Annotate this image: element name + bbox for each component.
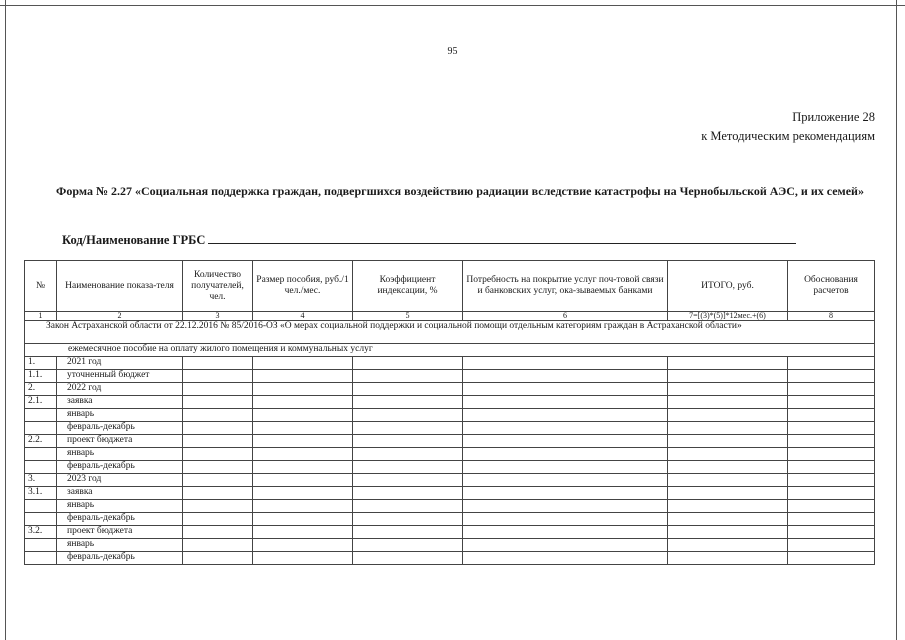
empty-cell xyxy=(353,487,463,500)
column-number: 1 xyxy=(25,312,57,321)
empty-cell xyxy=(253,487,353,500)
empty-cell xyxy=(463,513,668,526)
empty-cell xyxy=(668,396,788,409)
appendix-block xyxy=(701,108,875,146)
header-cell: Обоснования расчетов xyxy=(788,261,875,312)
empty-cell xyxy=(183,513,253,526)
header-cell: Наименование показа-теля xyxy=(57,261,183,312)
empty-cell xyxy=(253,422,353,435)
table-row xyxy=(25,539,875,552)
row-number xyxy=(25,409,57,422)
row-name: 2021 год xyxy=(57,357,183,370)
empty-cell xyxy=(353,422,463,435)
empty-cell xyxy=(788,487,875,500)
header-cell: ИТОГО, руб. xyxy=(668,261,788,312)
empty-cell xyxy=(353,409,463,422)
empty-cell xyxy=(353,370,463,383)
empty-cell xyxy=(668,539,788,552)
row-name: заявка xyxy=(57,396,183,409)
law-row xyxy=(25,321,875,344)
empty-cell xyxy=(788,422,875,435)
row-number: 3.2. xyxy=(25,526,57,539)
empty-cell xyxy=(463,526,668,539)
empty-cell xyxy=(183,474,253,487)
table-row xyxy=(25,409,875,422)
empty-cell xyxy=(183,422,253,435)
empty-cell xyxy=(183,526,253,539)
table-row xyxy=(25,500,875,513)
empty-cell xyxy=(353,500,463,513)
benefit-cell xyxy=(25,344,875,357)
empty-cell xyxy=(668,552,788,565)
table-row xyxy=(25,435,875,448)
empty-cell xyxy=(183,383,253,396)
column-number: 7=[(3)*(5)]*12мес.+(6) xyxy=(668,312,788,321)
table-row xyxy=(25,474,875,487)
table-row xyxy=(25,487,875,500)
column-number: 3 xyxy=(183,312,253,321)
appendix-line-2: к Методическим рекомендациям xyxy=(701,129,875,143)
empty-cell xyxy=(183,539,253,552)
row-name: февраль-декабрь xyxy=(57,513,183,526)
grbs-underline xyxy=(208,232,796,244)
empty-cell xyxy=(253,513,353,526)
empty-cell xyxy=(183,552,253,565)
header-cell: Потребность на покрытие услуг поч-товой связи и банковских услуг, ока-зываемых банками xyxy=(463,261,668,312)
empty-cell xyxy=(183,448,253,461)
empty-cell xyxy=(788,357,875,370)
row-number: 1.1. xyxy=(25,370,57,383)
empty-cell xyxy=(253,357,353,370)
row-name: январь xyxy=(57,448,183,461)
row-number xyxy=(25,422,57,435)
empty-cell xyxy=(668,448,788,461)
row-name: январь xyxy=(57,409,183,422)
empty-cell xyxy=(463,370,668,383)
row-number: 3. xyxy=(25,474,57,487)
empty-cell xyxy=(463,409,668,422)
row-name: уточненный бюджет xyxy=(57,370,183,383)
empty-cell xyxy=(353,513,463,526)
row-number xyxy=(25,500,57,513)
empty-cell xyxy=(353,383,463,396)
column-number: 4 xyxy=(253,312,353,321)
empty-cell xyxy=(668,500,788,513)
empty-cell xyxy=(668,370,788,383)
table-row xyxy=(25,370,875,383)
empty-cell xyxy=(253,552,353,565)
empty-cell xyxy=(183,487,253,500)
column-number: 2 xyxy=(57,312,183,321)
empty-cell xyxy=(788,461,875,474)
page-number: 95 xyxy=(447,46,458,57)
empty-cell xyxy=(353,552,463,565)
appendix-line-1: Приложение 28 xyxy=(792,110,875,124)
empty-cell xyxy=(253,461,353,474)
empty-cell xyxy=(668,513,788,526)
row-number xyxy=(25,539,57,552)
empty-cell xyxy=(183,357,253,370)
column-number: 6 xyxy=(463,312,668,321)
table-row xyxy=(25,383,875,396)
empty-cell xyxy=(183,461,253,474)
empty-cell xyxy=(353,396,463,409)
table-row xyxy=(25,422,875,435)
empty-cell xyxy=(353,461,463,474)
table-row xyxy=(25,357,875,370)
table-row xyxy=(25,513,875,526)
header-row xyxy=(25,261,875,312)
row-number: 2.1. xyxy=(25,396,57,409)
empty-cell xyxy=(253,500,353,513)
table-row xyxy=(25,552,875,565)
empty-cell xyxy=(353,526,463,539)
empty-cell xyxy=(463,500,668,513)
empty-cell xyxy=(788,526,875,539)
column-number: 8 xyxy=(788,312,875,321)
empty-cell xyxy=(463,487,668,500)
row-name: февраль-декабрь xyxy=(57,552,183,565)
empty-cell xyxy=(788,474,875,487)
empty-cell xyxy=(463,383,668,396)
header-cell: Количество получателей, чел. xyxy=(183,261,253,312)
column-number-row xyxy=(25,312,875,321)
row-name: январь xyxy=(57,539,183,552)
empty-cell xyxy=(463,357,668,370)
empty-cell xyxy=(253,383,353,396)
row-number xyxy=(25,513,57,526)
scan-edge-top xyxy=(0,5,905,6)
row-number xyxy=(25,461,57,474)
empty-cell xyxy=(788,435,875,448)
empty-cell xyxy=(253,539,353,552)
empty-cell xyxy=(788,513,875,526)
grbs-label: Код/Наименование ГРБС xyxy=(62,233,206,247)
row-name: проект бюджета xyxy=(57,526,183,539)
empty-cell xyxy=(253,526,353,539)
header-cell: Размер пособия, руб./1 чел./мес. xyxy=(253,261,353,312)
empty-cell xyxy=(463,552,668,565)
empty-cell xyxy=(183,500,253,513)
row-name: заявка xyxy=(57,487,183,500)
table-row xyxy=(25,396,875,409)
empty-cell xyxy=(353,539,463,552)
empty-cell xyxy=(668,435,788,448)
grbs-field xyxy=(62,232,796,248)
row-name: 2023 год xyxy=(57,474,183,487)
empty-cell xyxy=(668,409,788,422)
row-number: 1. xyxy=(25,357,57,370)
empty-cell xyxy=(253,435,353,448)
empty-cell xyxy=(788,448,875,461)
empty-cell xyxy=(183,370,253,383)
table-row xyxy=(25,461,875,474)
empty-cell xyxy=(253,370,353,383)
empty-cell xyxy=(253,396,353,409)
empty-cell xyxy=(788,396,875,409)
row-name: проект бюджета xyxy=(57,435,183,448)
empty-cell xyxy=(253,448,353,461)
empty-cell xyxy=(788,500,875,513)
empty-cell xyxy=(463,435,668,448)
row-number xyxy=(25,552,57,565)
empty-cell xyxy=(253,409,353,422)
empty-cell xyxy=(463,539,668,552)
empty-cell xyxy=(668,357,788,370)
empty-cell xyxy=(463,422,668,435)
form-table xyxy=(24,260,875,565)
scan-edge-right xyxy=(896,0,897,640)
row-number: 2. xyxy=(25,383,57,396)
empty-cell xyxy=(353,448,463,461)
scan-edge-left xyxy=(5,0,6,640)
row-name: февраль-декабрь xyxy=(57,461,183,474)
empty-cell xyxy=(668,526,788,539)
law-cell xyxy=(25,321,875,344)
row-number: 2.2. xyxy=(25,435,57,448)
header-cell: № xyxy=(25,261,57,312)
row-name: 2022 год xyxy=(57,383,183,396)
benefit-text: ежемесячное пособие на оплату жилого помещения и коммунальных услуг xyxy=(68,344,373,354)
empty-cell xyxy=(183,435,253,448)
empty-cell xyxy=(463,396,668,409)
header-cell: Коэффициент индексации, % xyxy=(353,261,463,312)
empty-cell xyxy=(668,383,788,396)
empty-cell xyxy=(183,409,253,422)
empty-cell xyxy=(788,539,875,552)
table-row xyxy=(25,526,875,539)
row-number: 3.1. xyxy=(25,487,57,500)
empty-cell xyxy=(183,396,253,409)
empty-cell xyxy=(463,448,668,461)
row-number xyxy=(25,448,57,461)
empty-cell xyxy=(668,461,788,474)
empty-cell xyxy=(353,474,463,487)
empty-cell xyxy=(668,474,788,487)
empty-cell xyxy=(788,552,875,565)
table-row xyxy=(25,448,875,461)
law-text: Закон Астраханской области от 22.12.2016 № 85/2016-ОЗ «О мерах социальной поддержки и социальной помощи отдельным категориям граждан в Астраханской области» xyxy=(46,321,742,331)
benefit-row xyxy=(25,344,875,357)
empty-cell xyxy=(668,422,788,435)
row-name: февраль-декабрь xyxy=(57,422,183,435)
empty-cell xyxy=(788,409,875,422)
row-name: январь xyxy=(57,500,183,513)
empty-cell xyxy=(788,370,875,383)
empty-cell xyxy=(353,435,463,448)
empty-cell xyxy=(463,474,668,487)
empty-cell xyxy=(253,474,353,487)
empty-cell xyxy=(788,383,875,396)
empty-cell xyxy=(353,357,463,370)
form-title: Форма № 2.27 «Социальная поддержка граждан, подвергшихся воздействию радиации вследствие катастрофы на Чернобыльской АЭС, и их семей» xyxy=(56,184,864,198)
empty-cell xyxy=(668,487,788,500)
column-number: 5 xyxy=(353,312,463,321)
empty-cell xyxy=(463,461,668,474)
